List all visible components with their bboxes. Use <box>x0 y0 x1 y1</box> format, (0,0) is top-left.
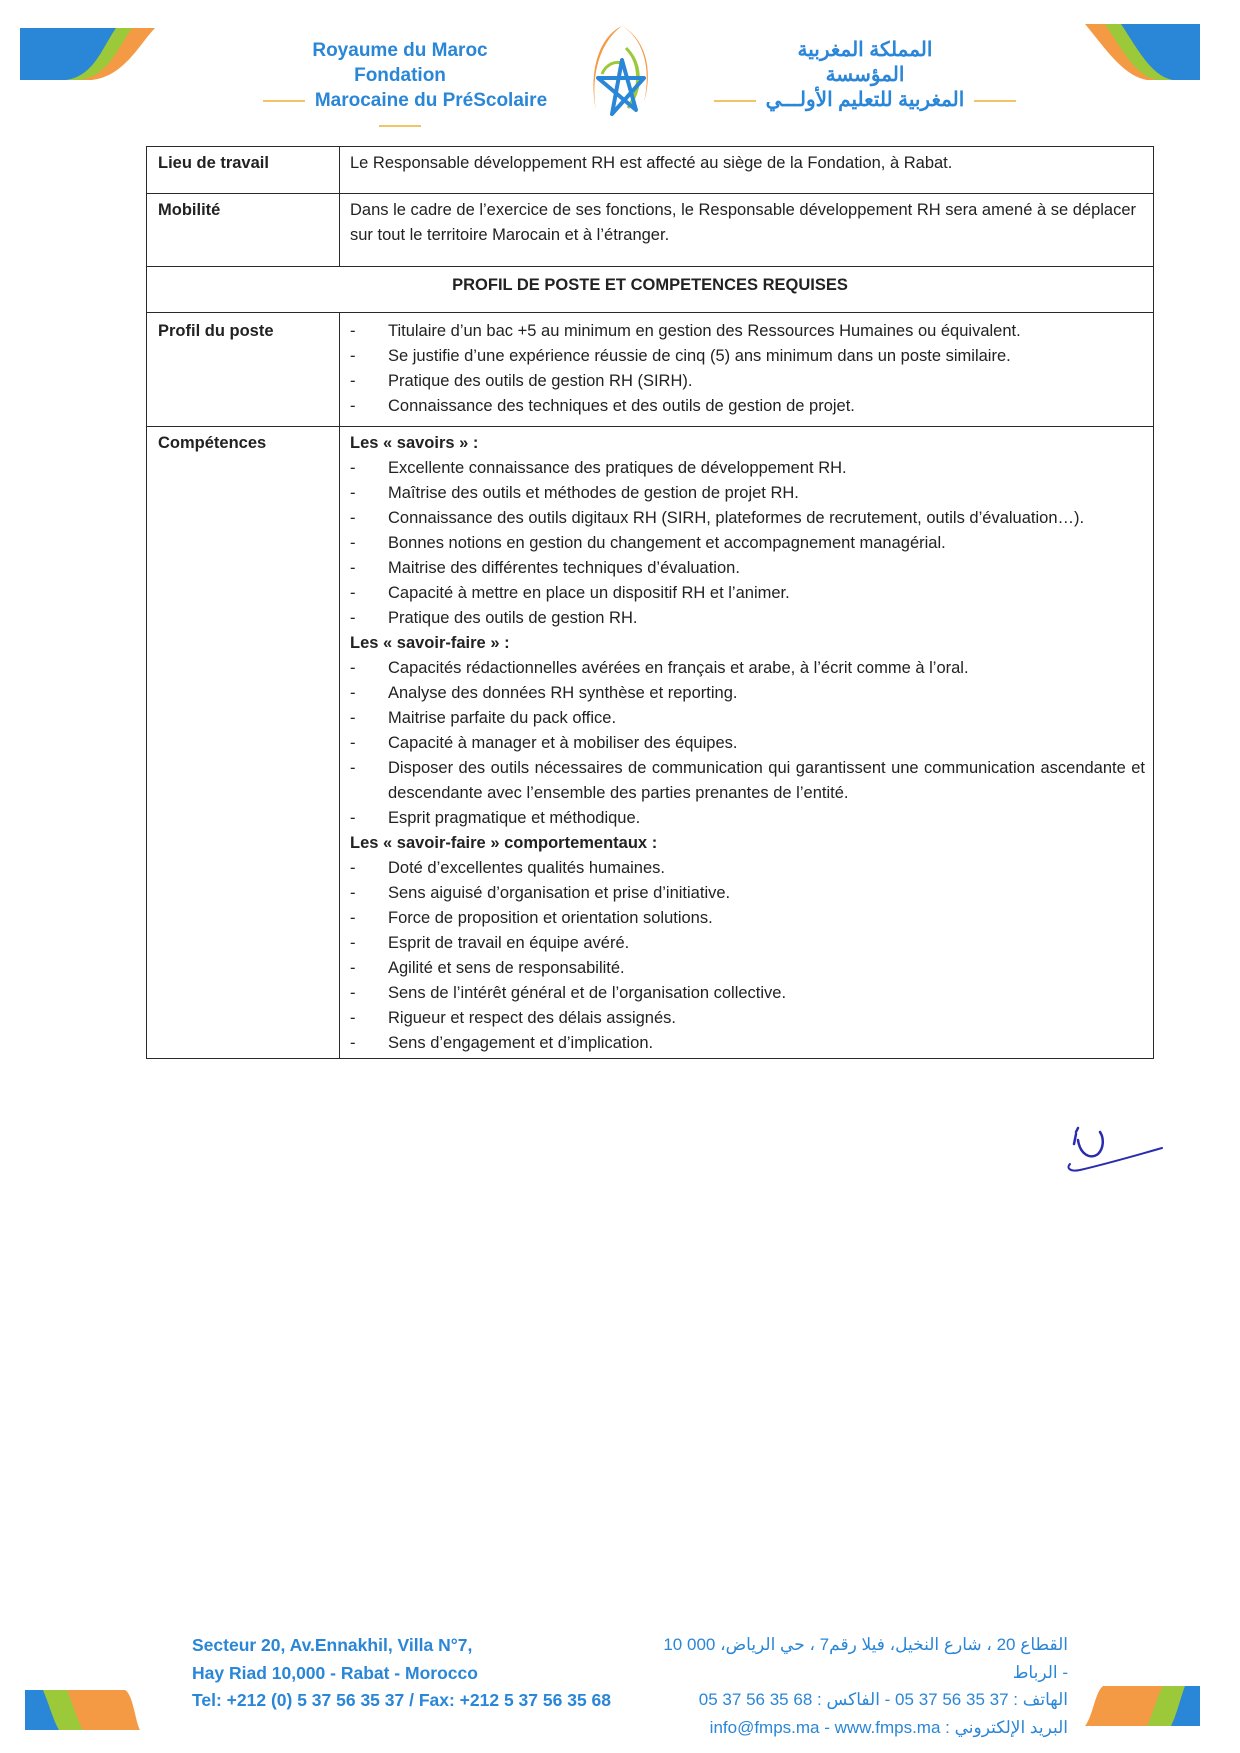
decorative-rule <box>379 125 421 127</box>
footer-arabic-line-3: البريد الإلكتروني : info@fmps.ma - www.fmps.ma <box>709 1717 1068 1737</box>
table-row-section-title <box>147 267 1154 313</box>
savoir-faire-list <box>350 656 1145 831</box>
competences-label: Compétences <box>147 427 340 1059</box>
list-item: - Maitrise des différentes techniques d’évaluation. <box>350 556 1145 581</box>
footer-address-line-2: Hay Riad 10,000 - Rabat - Morocco <box>192 1662 478 1683</box>
table-row-competences <box>147 427 1154 1059</box>
header-french-line-3 <box>230 88 570 138</box>
list-item: - Connaissance des outils digitaux RH (SIRH, plateformes de recrutement, outils d’évaluation…). <box>350 506 1145 531</box>
header-arabic-line-3 <box>700 88 1030 113</box>
list-item: - Pratique des outils de gestion RH (SIRH). <box>350 369 1145 394</box>
mobilite-value: Dans le cadre de l’exercice de ses fonctions, le Responsable développement RH sera amené à se déplacer sur tout le territoire Marocain et à l’étranger. <box>340 194 1154 267</box>
list-item: - Bonnes notions en gestion du changement et accompagnement managérial. <box>350 531 1145 556</box>
footer-french-address <box>192 1632 611 1715</box>
list-item: - Capacités rédactionnelles avérées en français et arabe, à l’écrit comme à l’oral. <box>350 656 1145 681</box>
list-item: - Connaissance des techniques et des outils de gestion de projet. <box>350 394 1145 419</box>
savoir-faire-heading: Les « savoir-faire » : <box>350 634 510 652</box>
footer-arabic-line-2: الهاتف : 37 35 56 37 05 - الفاكس : 68 35 56 37 05 <box>698 1690 1068 1709</box>
handwritten-signature-icon <box>1060 1120 1170 1185</box>
header-french-title <box>230 38 570 138</box>
list-item: - Doté d’excellentes qualités humaines. <box>350 856 1145 881</box>
list-item: - Esprit pragmatique et méthodique. <box>350 806 1145 831</box>
header-arabic-line-2: المؤسسة <box>825 64 905 86</box>
list-item: - Sens de l’intérêt général et de l’organisation collective. <box>350 981 1145 1006</box>
footer-address-line-1: Secteur 20, Av.Ennakhil, Villa N°7, <box>192 1635 473 1655</box>
list-item: - Titulaire d’un bac +5 au minimum en gestion des Ressources Humaines ou équivalent. <box>350 319 1145 344</box>
footer-arabic-address <box>660 1631 1068 1741</box>
header-french-line-1: Royaume du Maroc <box>312 40 488 61</box>
savoirs-heading: Les « savoirs » : <box>350 434 479 452</box>
list-item: - Maîtrise des outils et méthodes de gestion de projet RH. <box>350 481 1145 506</box>
header-right-corner-decoration <box>1085 22 1200 80</box>
decorative-rule <box>714 100 756 102</box>
savoirs-list <box>350 456 1145 631</box>
header-arabic-title <box>700 38 1030 113</box>
section-title: PROFIL DE POSTE ET COMPETENCES REQUISES <box>147 267 1154 313</box>
table-row-mobilite <box>147 194 1154 267</box>
header-french-line-2: Fondation <box>354 65 446 86</box>
list-item: - Pratique des outils de gestion RH. <box>350 606 1145 631</box>
header-french-line-3-text: Marocaine du PréScolaire <box>314 90 548 111</box>
footer-arabic-line-1: القطاع 20 ، شارع النخيل، فيلا رقم7 ، حي الرياض، 000 10 - الرباط <box>663 1635 1068 1682</box>
list-item: - Disposer des outils nécessaires de communication qui garantissent une communication ascendante et descendante avec l’ensemble des parties prenantes de l’entité. <box>350 756 1145 806</box>
list-item: - Sens d’engagement et d’implication. <box>350 1031 1145 1056</box>
job-description-table <box>146 146 1154 1059</box>
list-item: - Sens aiguisé d’organisation et prise d’initiative. <box>350 881 1145 906</box>
decorative-rule <box>974 100 1016 102</box>
list-item: - Maitrise parfaite du pack office. <box>350 706 1145 731</box>
list-item: - Rigueur et respect des délais assignés. <box>350 1006 1145 1031</box>
list-item: - Capacité à mettre en place un dispositif RH et l’animer. <box>350 581 1145 606</box>
profil-value <box>340 313 1154 427</box>
table-row-lieu-de-travail <box>147 147 1154 194</box>
decorative-rule <box>263 100 305 102</box>
header-arabic-line-3-text: المغربية للتعليم الأولـــي <box>765 89 965 111</box>
lieu-label: Lieu de travail <box>147 147 340 194</box>
mobilite-label: Mobilité <box>147 194 340 267</box>
list-item: - Force de proposition et orientation solutions. <box>350 906 1145 931</box>
list-item: - Capacité à manager et à mobiliser des équipes. <box>350 731 1145 756</box>
list-item: - Excellente connaissance des pratiques de développement RH. <box>350 456 1145 481</box>
list-item: - Esprit de travail en équipe avéré. <box>350 931 1145 956</box>
fmps-star-logo-icon <box>582 22 658 127</box>
header-arabic-line-1: المملكة المغربية <box>797 39 933 61</box>
header-left-corner-decoration <box>20 26 155 82</box>
footer-right-corner-decoration <box>1085 1686 1200 1726</box>
competences-value <box>340 427 1154 1059</box>
footer-left-corner-decoration <box>25 1690 140 1730</box>
list-item: - Analyse des données RH synthèse et reporting. <box>350 681 1145 706</box>
lieu-value: Le Responsable développement RH est affecté au siège de la Fondation, à Rabat. <box>340 147 1154 194</box>
comportementaux-heading: Les « savoir-faire » comportementaux : <box>350 834 658 852</box>
list-item: - Se justifie d’une expérience réussie de cinq (5) ans minimum dans un poste similaire. <box>350 344 1145 369</box>
footer-contact-line: Tel: +212 (0) 5 37 56 35 37 / Fax: +212 5 37 56 35 68 <box>192 1690 612 1710</box>
profil-list <box>350 319 1145 419</box>
table-row-profil <box>147 313 1154 427</box>
comportementaux-list <box>350 856 1145 1056</box>
list-item: - Agilité et sens de responsabilité. <box>350 956 1145 981</box>
profil-label: Profil du poste <box>147 313 340 427</box>
